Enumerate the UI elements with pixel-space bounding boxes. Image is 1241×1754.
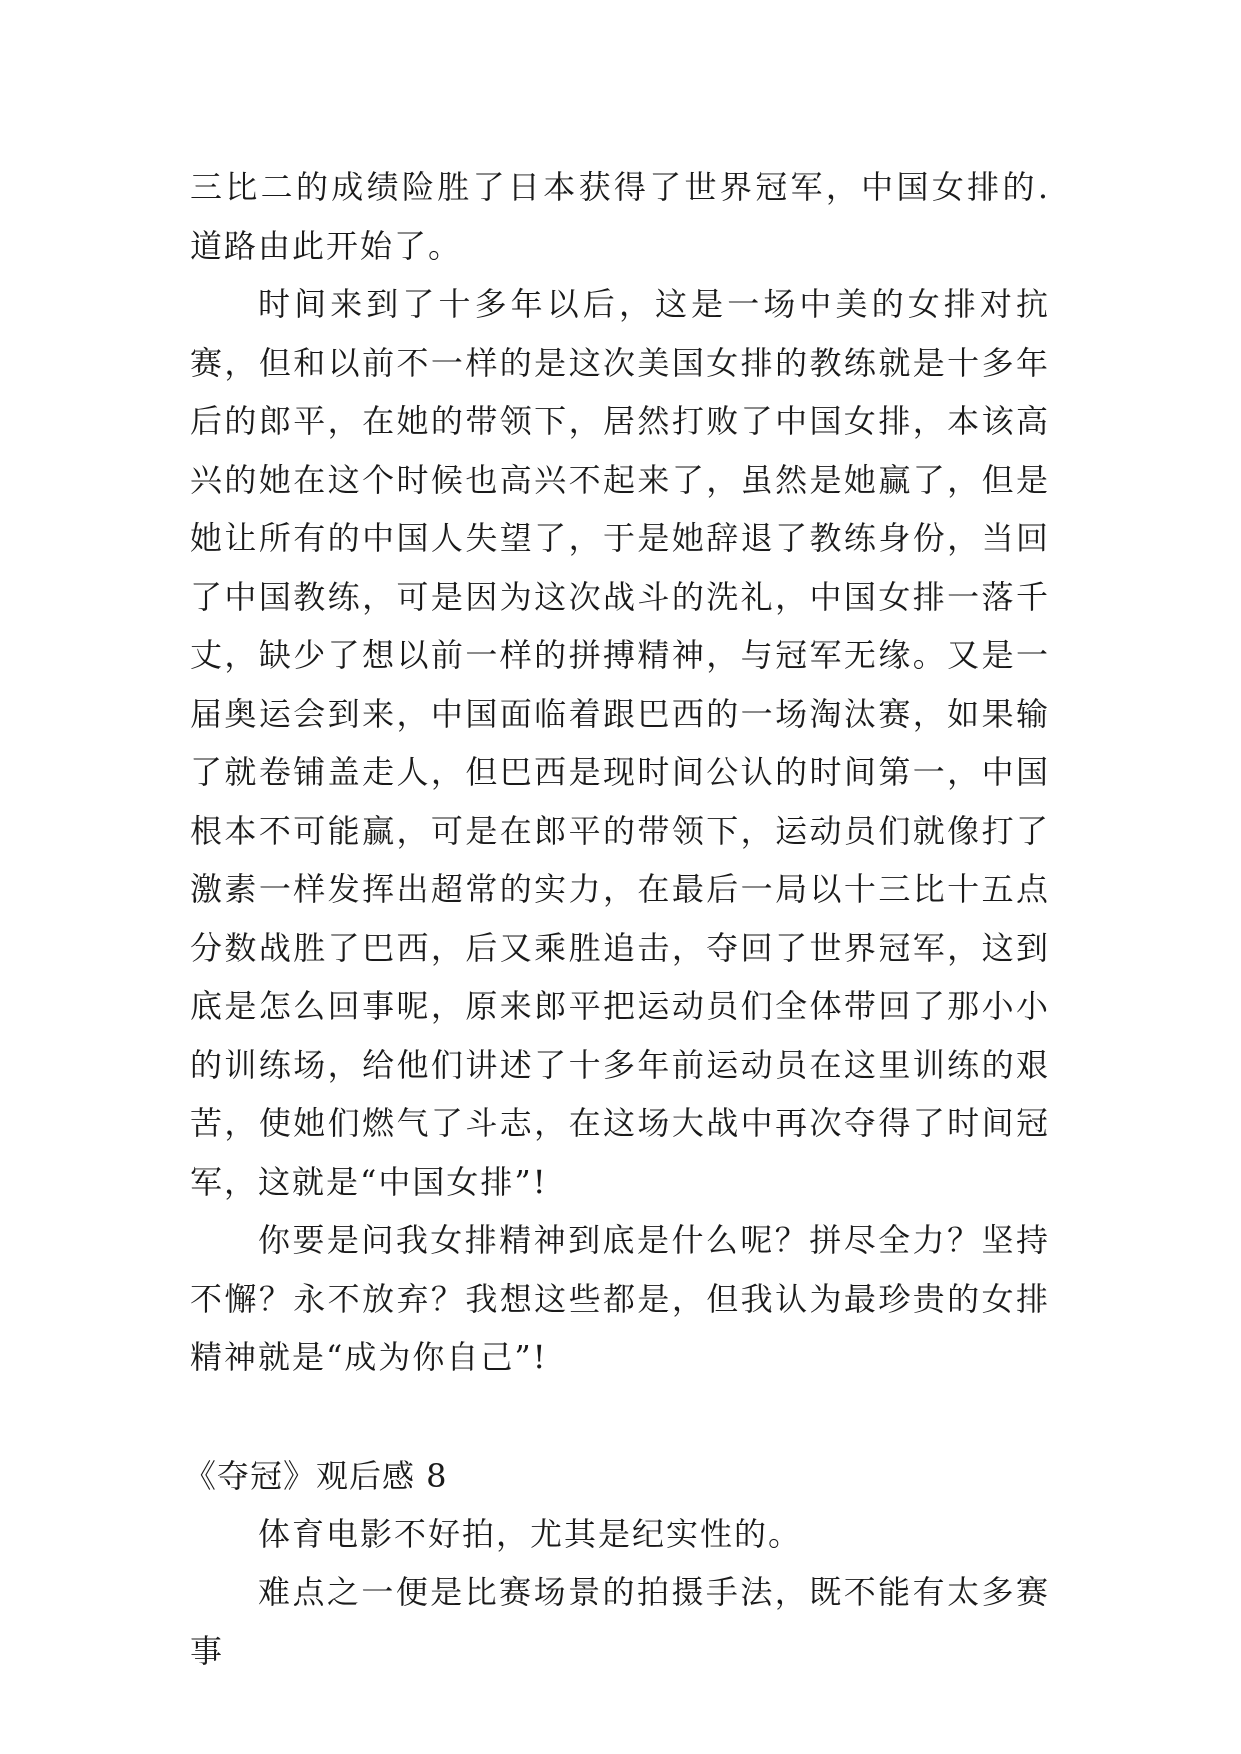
paragraph-spirit: 你要是问我女排精神到底是什么呢？拼尽全力？坚持不懈？永不放弃？我想这些都是，但我认为最珍贵的女排精神就是“成为你自己”! xyxy=(190,1221,1050,1376)
paragraph-continued: 三比二的成绩险胜了日本获得了世界冠军，中国女排的.道路由此开始了。 xyxy=(190,168,1050,265)
paragraph-section-difficulty: 难点之一便是比赛场景的拍摄手法，既不能有太多赛事 xyxy=(190,1573,1050,1670)
section-title: 《夺冠》观后感 8 xyxy=(184,1456,448,1495)
document-body xyxy=(184,158,1050,1680)
paragraph-section-intro: 体育电影不好拍，尤其是纪实性的。 xyxy=(258,1514,803,1553)
paragraph-match-story: 时间来到了十多年以后，这是一场中美的女排对抗赛，但和以前不一样的是这次美国女排的教练就是十多年后的郎平，在她的带领下，居然打败了中国女排，本该高兴的她在这个时候也高兴不起来了，虽然是她赢了，但是她让所有的中国人失望了，于是她辞退了教练身份，当回了中国教练，可是因为这次战斗的洗礼，中国女排一落千丈，缺少了想以前一样的拼搏精神，与冠军无缘。又是一届奥运会到来，中国面临着跟巴西的一场淘汰赛，如果输了就卷铺盖走人，但巴西是现时间公认的时间第一，中国根本不可能赢，可是在郎平的带领下，运动员们就像打了激素一样发挥出超常的实力，在最后一局以十三比十五点分数战胜了巴西，后又乘胜追击，夺回了世界冠军，这到底是怎么回事呢，原来郎平把运动员们全体带回了那小小的训练场，给他们讲述了十多年前运动员在这里训练的艰苦，使她们燃气了斗志，在这场大战中再次夺得了时间冠军，这就是“中国女排”! xyxy=(190,285,1050,1201)
